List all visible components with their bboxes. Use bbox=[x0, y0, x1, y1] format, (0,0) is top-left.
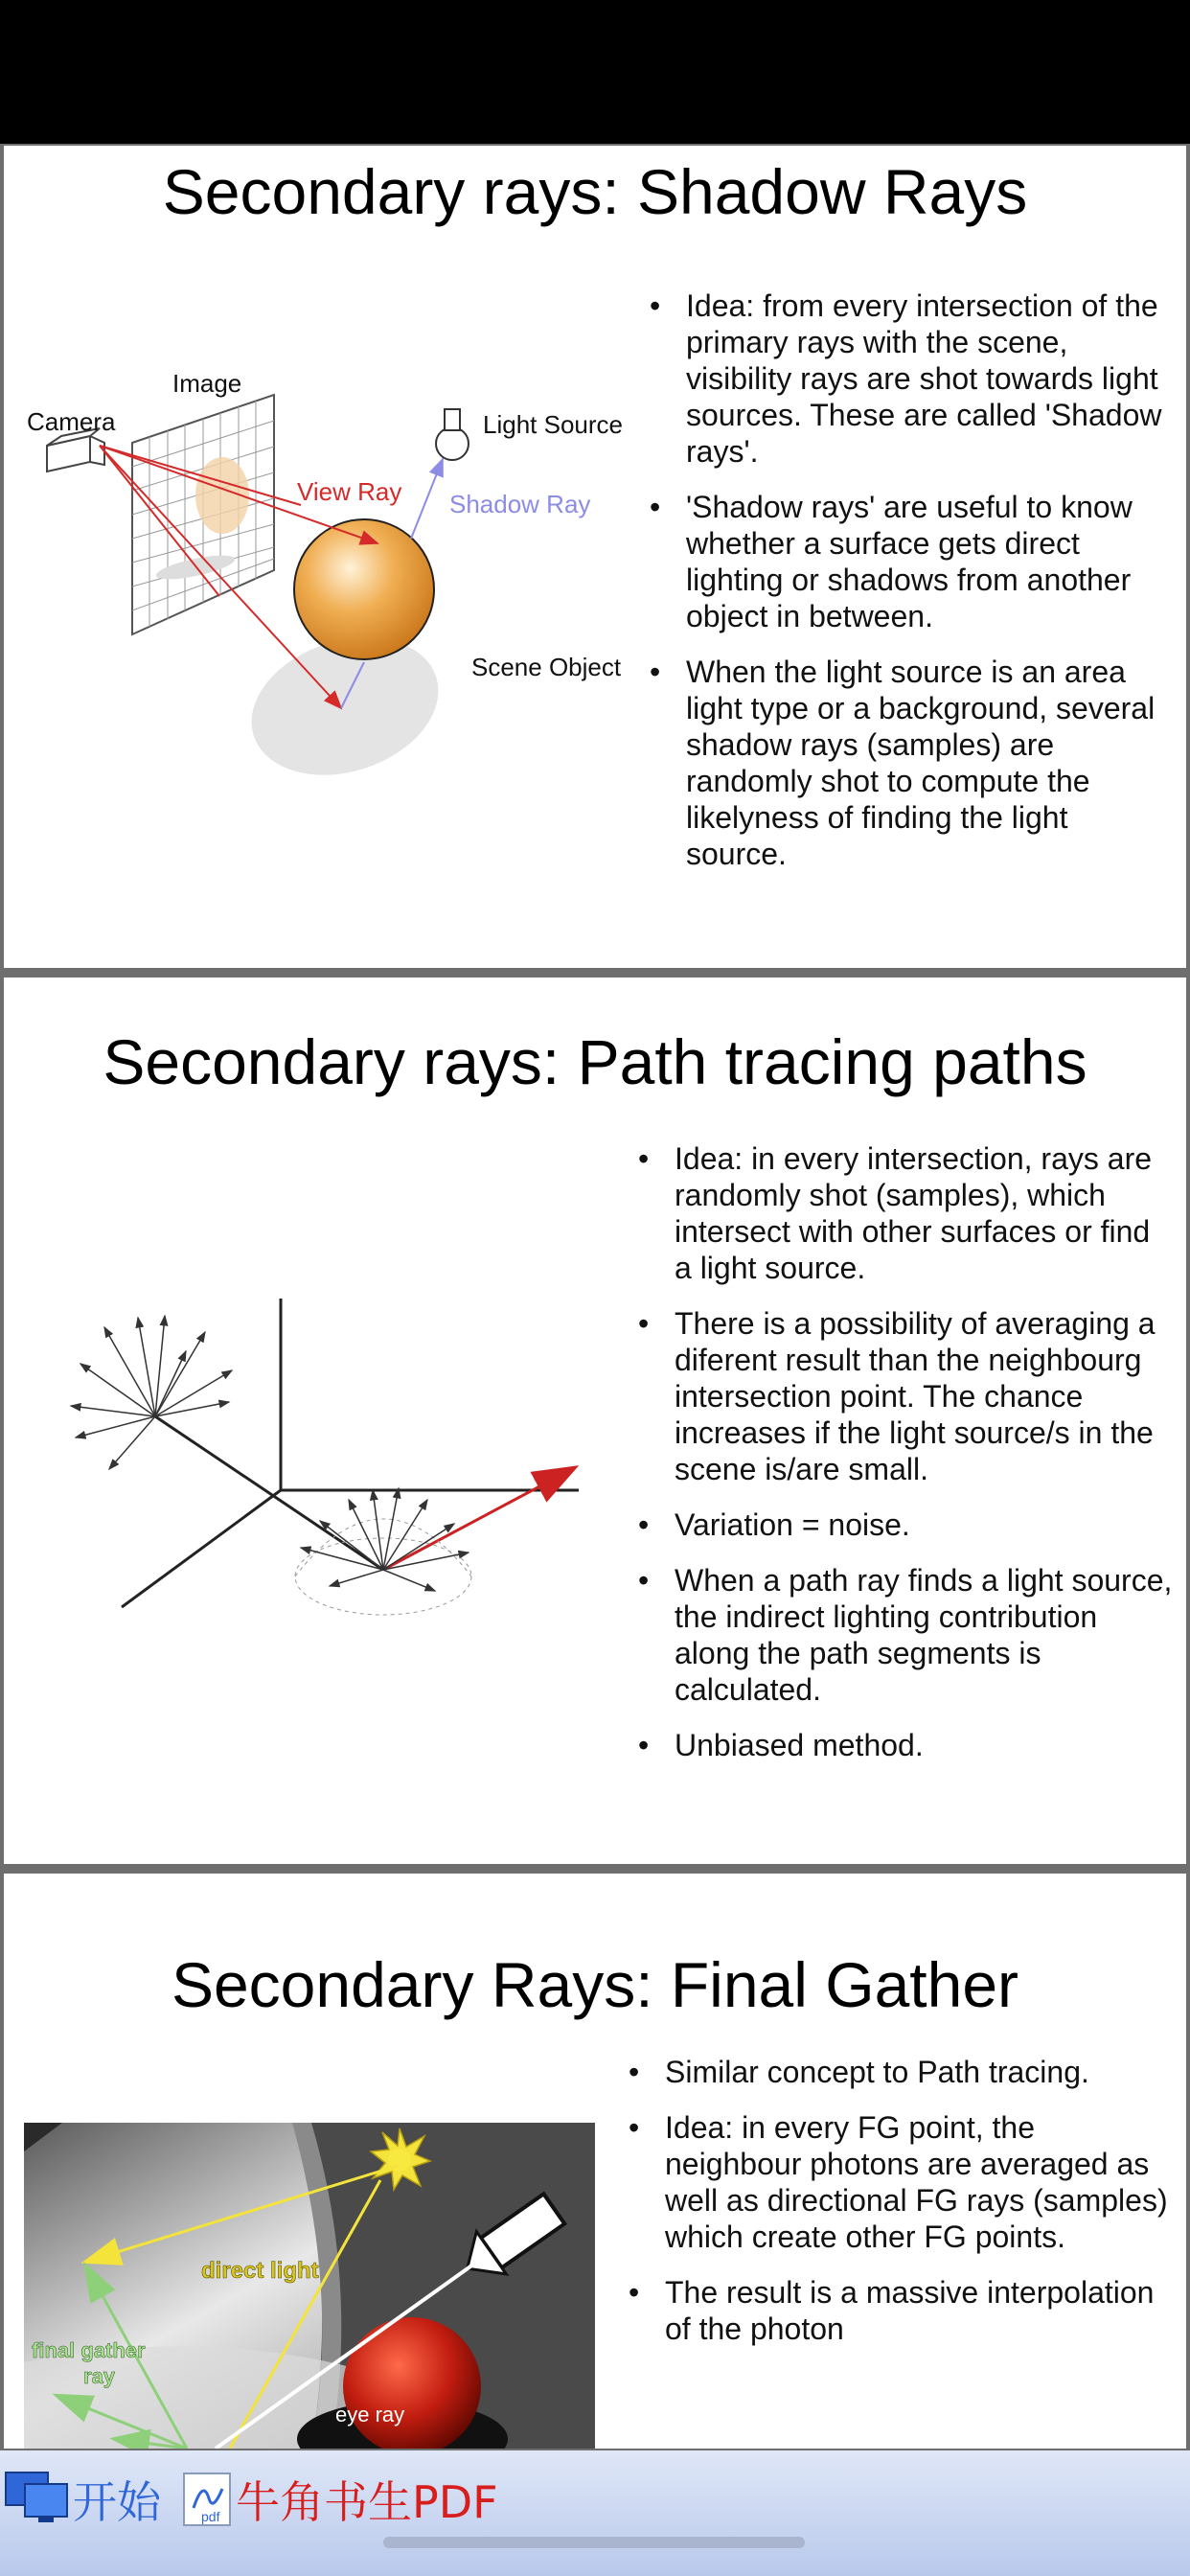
label-light-source: Light Source bbox=[483, 410, 623, 439]
taskbar-app-pdf[interactable] bbox=[180, 2468, 498, 2531]
slide-title: Secondary Rays: Final Gather bbox=[171, 1949, 1019, 2020]
slide-title: Secondary rays: Shadow Rays bbox=[162, 156, 1028, 227]
bullet-item: • Variation = noise. bbox=[636, 1506, 1173, 1543]
svg-text:ray: ray bbox=[83, 2364, 116, 2388]
slide-path-tracing bbox=[4, 978, 1186, 1864]
bullet-item: • Similar concept to Path tracing. bbox=[627, 2054, 1173, 2090]
taskbar bbox=[0, 2450, 1190, 2576]
start-button[interactable] bbox=[4, 2468, 161, 2531]
bullet-item: • When the light source is an area light type or a background, several shadow rays (samples) are randomly shot to compute the likelyness of finding the light source. bbox=[648, 654, 1170, 872]
bullet-item: • Idea: in every FG point, the neighbour photons are averaged as well as directional FG rays (samples) which create other FG points. bbox=[627, 2109, 1173, 2255]
bullet-list bbox=[648, 288, 1170, 891]
bullet-list bbox=[627, 2054, 1173, 2366]
scene-object-sphere bbox=[294, 519, 434, 659]
bullet-item: • Idea: from every intersection of the primary rays with the scene, visibility rays are shot towards light sources. These are called 'Shadow rays'. bbox=[648, 288, 1170, 470]
shadow-ray-diagram bbox=[4, 352, 636, 946]
light-bulb-icon bbox=[436, 409, 469, 460]
home-indicator[interactable] bbox=[383, 2537, 805, 2548]
app-label: 牛角书生PDF bbox=[236, 2476, 498, 2528]
svg-text:pdf: pdf bbox=[201, 2509, 220, 2524]
label-scene-object: Scene Object bbox=[471, 653, 622, 681]
bullet-item: • Idea: in every intersection, rays are randomly shot (samples), which intersect with other surfaces or find a light source. bbox=[636, 1140, 1173, 1286]
slide-title: Secondary rays: Path tracing paths bbox=[103, 1026, 1087, 1097]
bullet-item: • Unbiased method. bbox=[636, 1727, 1173, 1763]
final-gather-illustration bbox=[24, 2123, 595, 2449]
label-shadow-ray: Shadow Ray bbox=[449, 490, 591, 518]
label-eye-ray: eye ray bbox=[335, 2403, 405, 2426]
monitor-icon bbox=[4, 2469, 73, 2530]
top-black-bar bbox=[0, 0, 1190, 144]
sample-rays-2 bbox=[301, 1488, 469, 1591]
bullet-item: • When a path ray finds a light source, the indirect lighting contribution along the path segments is calculated. bbox=[636, 1562, 1173, 1708]
bullet-item: • There is a possibility of averaging a diferent result than the neighbourg intersection point. The chance increases if the light source/s in the scene is/are small. bbox=[636, 1305, 1173, 1487]
label-image: Image bbox=[172, 369, 242, 398]
label-camera: Camera bbox=[27, 407, 116, 436]
label-view-ray: View Ray bbox=[297, 477, 402, 506]
bullet-item: • 'Shadow rays' are useful to know whether a surface gets direct lighting or shadows from another object in between. bbox=[648, 489, 1170, 634]
bullet-list bbox=[636, 1140, 1173, 1782]
label-final-gather-ray: final gather bbox=[32, 2338, 146, 2362]
label-direct-light: direct light bbox=[201, 2258, 319, 2284]
pdf-icon bbox=[180, 2470, 236, 2529]
sample-rays-1 bbox=[71, 1316, 232, 1469]
path-tracing-diagram bbox=[42, 1299, 598, 1663]
slide-shadow-rays bbox=[4, 146, 1186, 968]
start-label: 开始 bbox=[73, 2476, 161, 2528]
slide-final-gather bbox=[4, 1874, 1186, 2449]
bullet-item: • The result is a massive interpolation of the photon bbox=[627, 2274, 1173, 2347]
